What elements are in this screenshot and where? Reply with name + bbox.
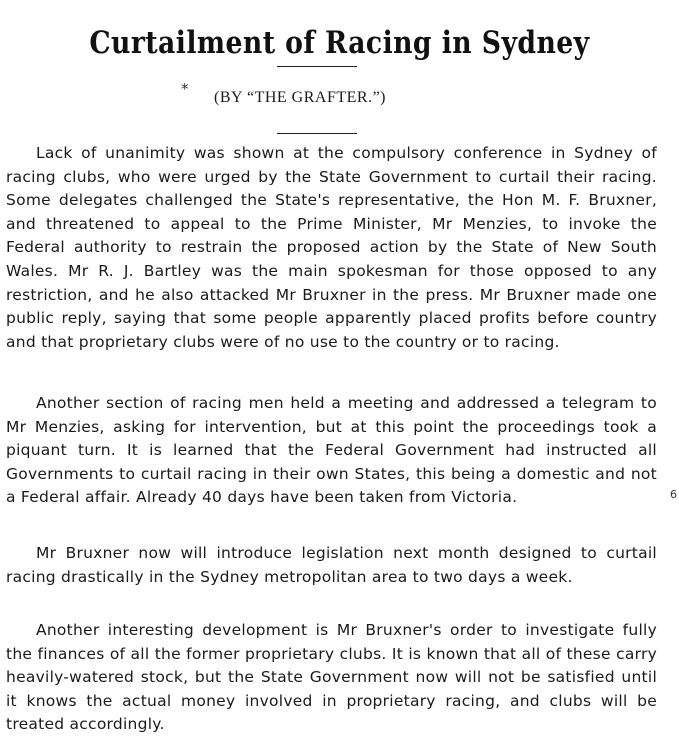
asterisk-mark: * bbox=[181, 80, 189, 98]
article-paragraph-4: Another interesting development is Mr Bruxner's order to investigate fully the finances of all the former proprietary clubs. It is known that all of these carry heavily-watered stock, but the State Government now will not be satisfied until it knows the actual money involved in proprietary racing, and clubs will be treated accordingly. bbox=[6, 621, 657, 734]
headline-divider bbox=[277, 66, 357, 67]
margin-mark: 6 bbox=[670, 488, 677, 501]
article-paragraph-2: Another section of racing men held a meeting and addressed a telegram to Mr Menzies, asking for intervention, but at this point the proceedings took a piquant turn. It is learned that the Federal Government had instructed all Governments to curtail racing in their own States, this being a domestic and not a Federal affair. Already 40 days have been taken from Victoria. bbox=[6, 394, 657, 507]
article-headline: Curtailment of Racing in Sydney bbox=[89, 24, 590, 61]
byline-divider bbox=[277, 133, 357, 134]
article-paragraph-3: Mr Bruxner now will introduce legislation next month designed to curtail racing drastically in the Sydney metropolitan area to two days a week. bbox=[6, 544, 657, 586]
article-paragraph-1: Lack of unanimity was shown at the compulsory conference in Sydney of racing clubs, who were urged by the State Government to curtail their racing. Some delegates challenged the State's representative, the Hon M. F. Bruxner, and threatened to appeal to the Prime Minister, Mr Menzies, to invoke the Federal authority to restrain the proposed action by the State of New South Wales. Mr R. J. Bartley was the main spokesman for those opposed to any restriction, and he also attacked Mr Bruxner in the press. Mr Bruxner made one public reply, saying that some people apparently placed profits before country and that proprietary clubs were of no use to the country or to racing. bbox=[6, 144, 657, 351]
article-byline: (BY “THE GRAFTER.”) bbox=[214, 89, 386, 106]
